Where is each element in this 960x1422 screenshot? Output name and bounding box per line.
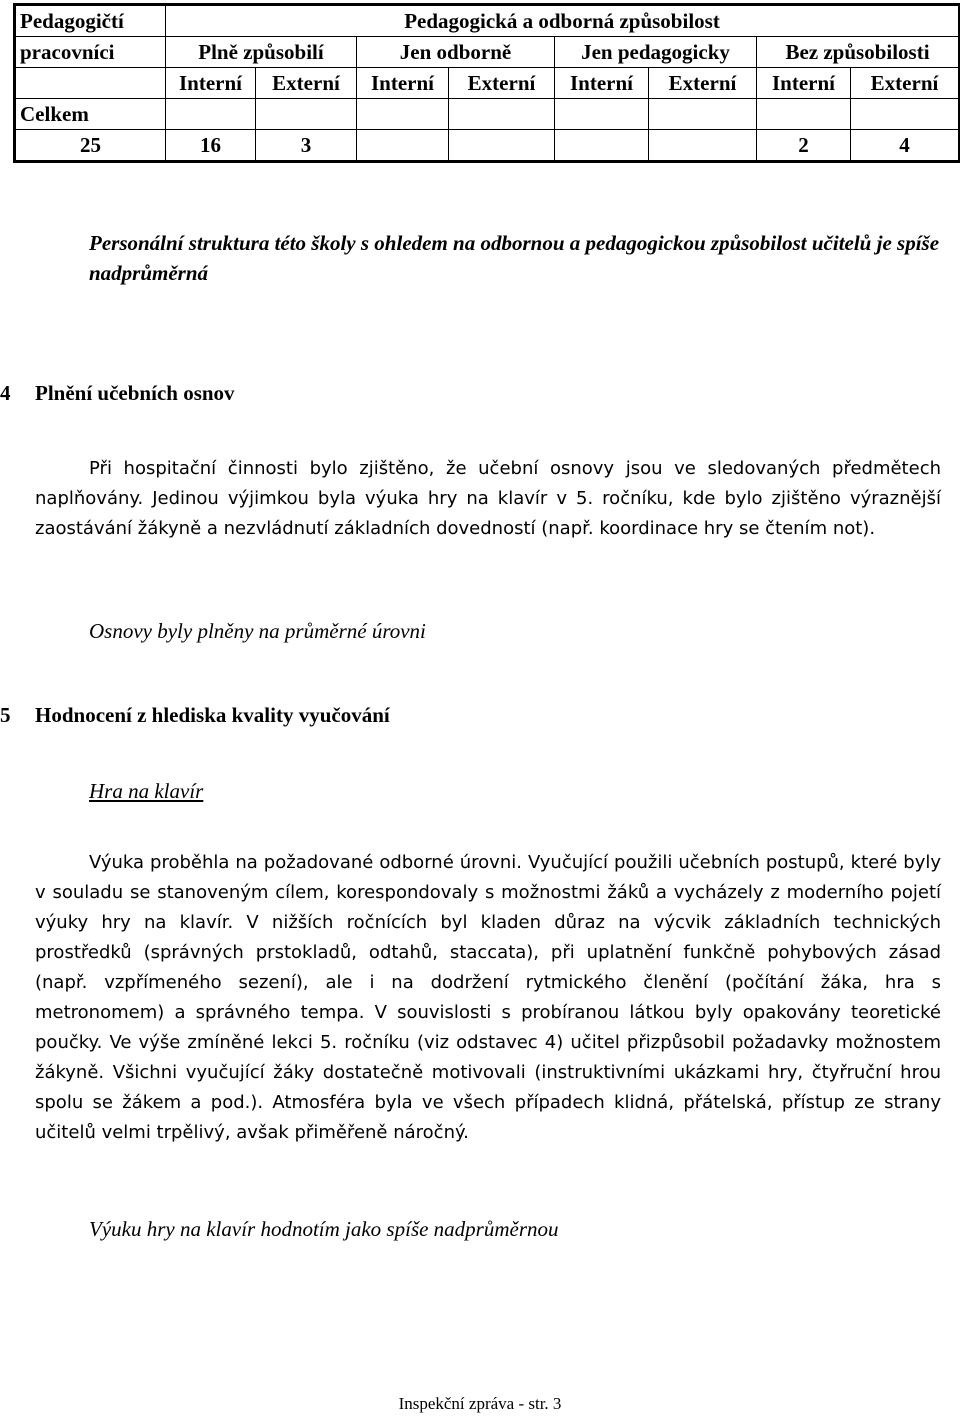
subject-title: Hra na klavír <box>89 779 204 803</box>
section-5-body <box>35 848 941 1148</box>
total-label: Celkem <box>15 99 166 130</box>
table-cell <box>649 130 757 162</box>
sub-header: Externí <box>851 68 960 99</box>
table-cell: 2 <box>757 130 851 162</box>
table-cell <box>757 99 851 130</box>
table-row <box>15 37 960 68</box>
table-cell <box>449 130 555 162</box>
table-cell: 4 <box>851 130 960 162</box>
total-value: 25 <box>15 130 166 162</box>
section-number: 4 <box>0 381 11 405</box>
category-header: Plně způsobilí <box>166 37 357 68</box>
section-5-paragraph: Výuka proběhla na požadované odborné úrovni. Vyučující použili učebních postupů, které byly v souladu se stanoveným cílem, korespondovaly s možnostmi žáků a vycházely z moderního pojetí výuky hry na klavír. V nižších ročnících byl kladen důraz na výcvik základních technických prostředků (správných prstokladů, odtahů, staccata), při uplatnění funkčně pohybových zásad (např. vzpřímeného sezení), ale i na dodržení rytmického členění (počítání žáka, hra s metronomem) a správného tempa. V souvislosti s probíranou látkou byly opakovány teoretické poučky. Ve výše zmíněné lekci 5. ročníku (viz odstavec 4) učitel přizpůsobil požadavky možnostem žákyně. Všichni vyučující žáky dostatečně motivovali (instruktivními ukázkami hry, čtyřruční hrou spolu se žákem a pod.). Atmosféra byla ve všech případech klidná, přátelská, přístup ze strany učitelů velmi trpělivý, avšak přiměřeně náročný. <box>35 852 941 1143</box>
section-title: Plnění učebních osnov <box>35 381 235 405</box>
table-row <box>15 68 960 99</box>
section-number: 5 <box>0 703 11 727</box>
sub-header: Externí <box>256 68 357 99</box>
table-cell <box>357 130 449 162</box>
staff-structure-note: Personální struktura této školy s ohledem na odbornou a pedagogickou způsobilost učitelů je spíše nadprůměrná <box>89 231 940 285</box>
group-header: Pedagogická a odborná způsobilost <box>166 5 960 37</box>
table-cell <box>449 99 555 130</box>
sub-header: Interní <box>357 68 449 99</box>
sub-header: Externí <box>649 68 757 99</box>
sub-header: Interní <box>166 68 256 99</box>
table-cell <box>357 99 449 130</box>
subject-heading <box>35 776 941 806</box>
sub-header: Externí <box>449 68 555 99</box>
table-cell <box>649 99 757 130</box>
category-header: Jen pedagogicky <box>555 37 757 68</box>
sub-header: Interní <box>555 68 649 99</box>
table-cell: 16 <box>166 130 256 162</box>
header-label: pracovníci <box>15 37 166 68</box>
table-cell <box>256 99 357 130</box>
table-row <box>15 99 960 130</box>
sub-header: Interní <box>757 68 851 99</box>
category-header: Bez způsobilosti <box>757 37 960 68</box>
section-title: Hodnocení z hlediska kvality vyučování <box>35 703 390 727</box>
section-5-conclusion: Výuku hry na klavír hodnotím jako spíše nadprůměrnou <box>89 1217 559 1241</box>
section-4-heading <box>0 378 235 408</box>
section-4-conclusion: Osnovy byly plněny na průměrné úrovni <box>89 619 426 643</box>
category-header: Jen odborně <box>357 37 555 68</box>
table-cell <box>851 99 960 130</box>
page-footer: Inspekční zpráva - str. 3 <box>398 1394 562 1413</box>
table-row <box>15 130 960 162</box>
table-cell <box>555 130 649 162</box>
table-row <box>15 5 960 37</box>
table-cell <box>555 99 649 130</box>
staff-qualification-table <box>13 3 960 163</box>
table-cell: 3 <box>256 130 357 162</box>
table-cell <box>166 99 256 130</box>
section-5-heading <box>0 700 390 730</box>
table-cell <box>15 68 166 99</box>
section-4-paragraph: Při hospitační činnosti bylo zjištěno, že učební osnovy jsou ve sledovaných předmětech naplňovány. Jedinou výjimkou byla výuka hry na klavír v 5. ročníku, kde bylo zjištěno výraznější zaostávání žákyně a nezvládnutí základních dovedností (např. koordinace hry se čtením not). <box>35 458 941 539</box>
section-4-body <box>35 454 941 544</box>
header-label: Pedagogičtí <box>15 5 166 37</box>
